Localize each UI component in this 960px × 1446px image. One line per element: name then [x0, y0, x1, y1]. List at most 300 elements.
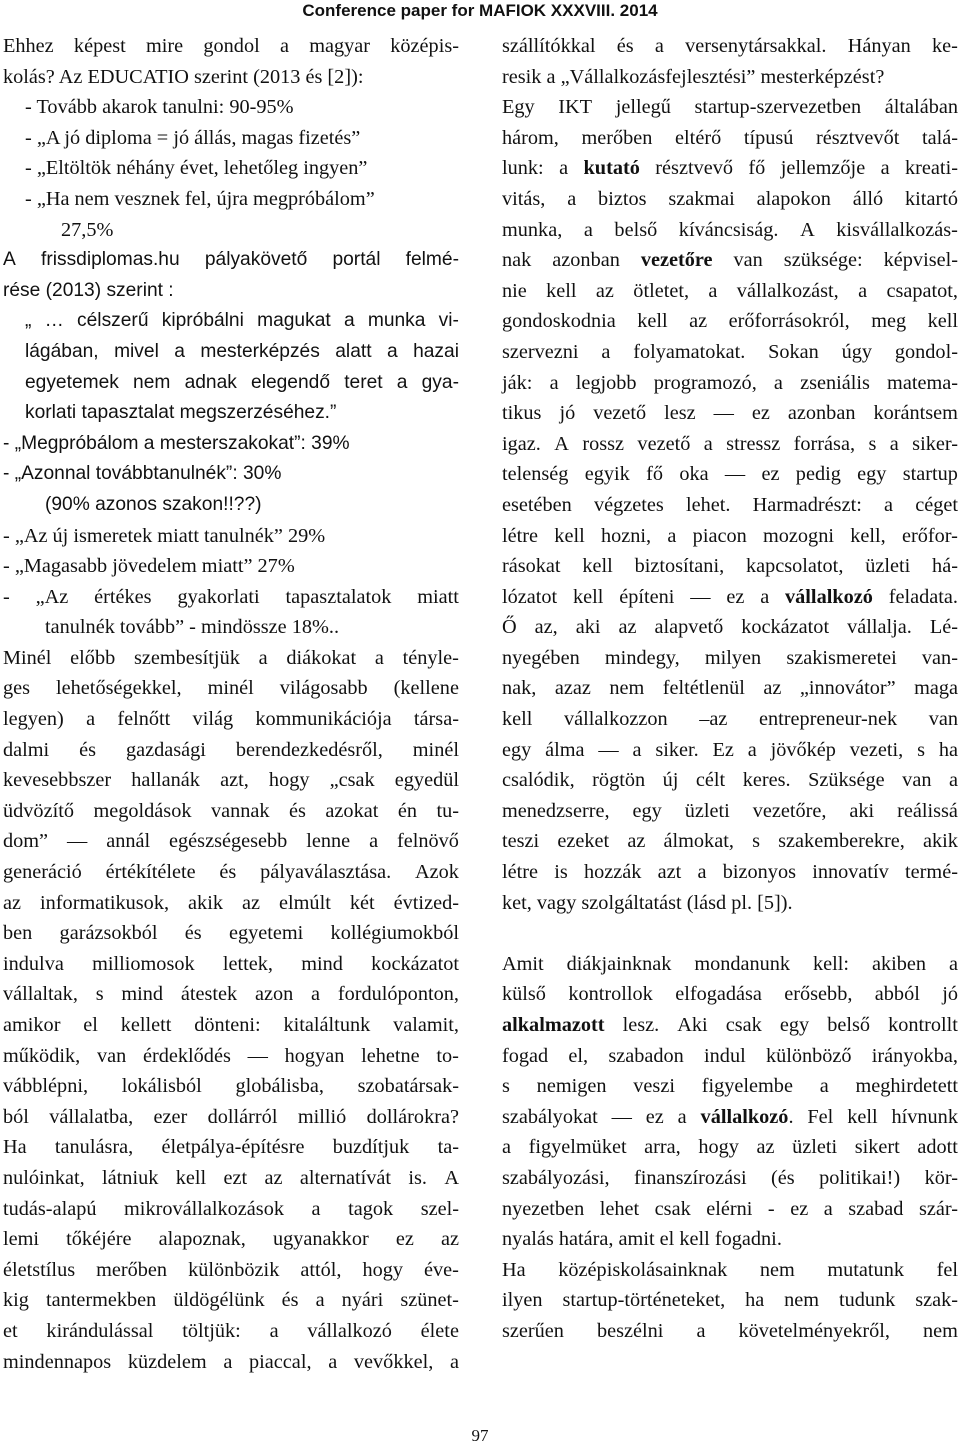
left-word: generáció: [3, 861, 82, 884]
right-word: aki: [849, 799, 875, 822]
left-word: informatikusok,: [40, 891, 170, 914]
right-word: követelményekről,: [738, 1319, 890, 1342]
left-word: lehetőségekkel,: [56, 677, 182, 700]
right-word: indul: [704, 1044, 746, 1067]
left-word: magyar: [309, 35, 371, 57]
right-word: a: [697, 861, 707, 884]
right-word: a: [549, 371, 559, 394]
right-word: s: [752, 830, 760, 853]
right-word: a: [773, 371, 783, 394]
right-word: azonban: [552, 249, 620, 272]
right-word: egy: [632, 799, 662, 822]
right-word: az: [689, 310, 708, 333]
left-text-line: - „Ha nem vesznek fel, újra megpróbálom”: [25, 187, 375, 210]
right-word: is: [554, 861, 568, 884]
left-word: felnőtt: [117, 708, 171, 731]
right-word: korántsem: [873, 402, 958, 425]
left-text-line: korlati tapasztalat megszerzéséhez.”: [25, 402, 337, 424]
left-word: működik,: [3, 1044, 81, 1067]
right-word: s: [502, 1075, 510, 1098]
left-word: vállalkozó: [307, 1319, 392, 1342]
right-text-line: [502, 153, 958, 184]
left-word: küzdelem: [127, 1350, 207, 1373]
left-text-line: [3, 1224, 459, 1255]
left-word: kockázatot: [371, 952, 459, 975]
right-word: üzleti: [792, 1136, 838, 1159]
right-word: sikert: [854, 1136, 900, 1159]
right-word: a: [696, 1319, 706, 1342]
left-text-line: tanulnék tovább” - mindössze 18%..: [45, 616, 340, 639]
right-word: entrepreneur-nek: [758, 708, 898, 731]
right-word: vezeti,: [849, 738, 904, 761]
right-word: rossz: [582, 432, 625, 455]
left-word: gazdasági: [125, 738, 206, 761]
right-word: elfogadása: [675, 983, 762, 1006]
left-word: szel-: [420, 1197, 459, 1220]
left-word: piaccal,: [249, 1350, 312, 1373]
right-word: középiskolásainknak: [558, 1258, 728, 1281]
left-word: dalmi: [3, 738, 50, 761]
left-word: mind: [121, 983, 164, 1006]
right-word: úgy: [841, 340, 873, 363]
left-text-line: [3, 306, 459, 337]
right-word: akik: [923, 830, 958, 853]
right-word: szabadon: [608, 1044, 684, 1067]
right-word: hozzák: [584, 861, 642, 884]
left-word: ugyanakkor: [272, 1228, 369, 1251]
right-word: nemigen: [536, 1075, 607, 1098]
right-text-line: [502, 826, 958, 857]
left-word: élete: [420, 1319, 459, 1342]
left-word: dollárokra?: [366, 1105, 459, 1128]
left-word: berendezkedésről,: [235, 738, 383, 761]
left-word: kell: [175, 1166, 207, 1189]
right-word: vállalkozó: [785, 585, 873, 608]
left-word: mind: [301, 952, 343, 975]
left-text-line: [3, 888, 459, 919]
right-word: bizonyos: [722, 861, 796, 884]
right-word: ha: [938, 738, 958, 761]
left-word: minél: [207, 677, 254, 700]
right-word: szakemberekre,: [778, 830, 905, 853]
right-text-line: [502, 31, 958, 62]
left-word: azon: [254, 983, 294, 1006]
right-word: a: [889, 432, 899, 455]
left-word: a: [223, 1350, 233, 1373]
right-column: [502, 31, 958, 1347]
right-word: (és: [771, 1166, 795, 1189]
right-text-line: [502, 521, 958, 552]
left-text-line: - „Magasabb jövedelem miatt” 27%: [3, 555, 295, 578]
right-word: szabad: [848, 1197, 904, 1220]
right-word: hozni,: [600, 524, 652, 547]
left-word: kig: [3, 1289, 29, 1312]
left-word: hogy: [362, 1258, 404, 1281]
left-word: garázsokból: [59, 922, 158, 945]
right-word: létre: [502, 524, 539, 547]
right-word: —: [724, 463, 746, 486]
right-word: igaz.: [502, 432, 541, 455]
left-word: alapoznak,: [158, 1228, 246, 1251]
left-word: adnak: [184, 371, 237, 393]
right-word: Aki: [677, 1014, 708, 1036]
right-word: elérni: [706, 1197, 753, 1220]
left-word: mikrovállalkozások: [124, 1197, 284, 1220]
right-word: s: [868, 432, 877, 455]
right-word: há-: [932, 555, 958, 578]
left-text-line: [3, 1194, 459, 1225]
left-word: alatt: [335, 340, 372, 362]
right-word: azonban: [787, 402, 856, 425]
left-word: lehetne: [361, 1044, 420, 1067]
right-text-line: [502, 123, 958, 154]
right-word: csapatot,: [886, 279, 958, 302]
right-word: Fel: [807, 1105, 834, 1128]
right-word: arra,: [644, 1136, 681, 1159]
right-word: „innovátor”: [799, 677, 896, 700]
left-word: a: [396, 371, 408, 393]
left-word: a: [369, 830, 379, 853]
right-word: van: [928, 708, 958, 731]
left-word: érdeklődés: [142, 1044, 231, 1067]
right-word: üzleti: [684, 799, 730, 822]
right-word: a: [632, 738, 642, 761]
right-word: szüksége:: [783, 249, 863, 272]
right-word: alapokon: [756, 187, 831, 210]
left-word: Azok: [415, 861, 459, 884]
right-word: ják:: [502, 371, 533, 394]
left-word: üdvözítő: [3, 799, 74, 822]
left-text-line: [3, 245, 459, 276]
left-word: felnövő: [397, 830, 459, 853]
right-word: aki: [575, 616, 601, 639]
right-word: fogad: [502, 1044, 549, 1067]
left-word: munka: [367, 310, 426, 332]
left-word: a: [86, 708, 96, 731]
right-text-line: [502, 1163, 958, 1194]
right-word: vezetőre: [640, 249, 713, 272]
left-word: tudás-alapú: [3, 1197, 97, 1220]
right-word: feladata.: [888, 585, 958, 608]
left-word: a: [328, 1350, 338, 1373]
left-word: gya-: [421, 371, 459, 393]
right-word: meghirdetett: [855, 1075, 958, 1098]
left-word: egyetemi: [228, 922, 304, 945]
right-word: teszi: [502, 830, 540, 853]
right-text-line: [502, 337, 958, 368]
right-word: telenség: [502, 463, 569, 486]
right-text-line: [502, 551, 958, 582]
left-word: életstílus: [3, 1258, 76, 1281]
left-word: hallanák: [131, 769, 200, 792]
right-word: biztosítani,: [634, 555, 725, 578]
right-word: nyezetben: [502, 1197, 585, 1220]
right-word: nie: [502, 279, 527, 302]
right-text-line: resik a „Vállalkozásfejlesztési” mesterképzést?: [502, 65, 885, 88]
left-word: tu-: [436, 799, 459, 822]
left-word: az: [264, 1166, 283, 1189]
right-word: csak: [654, 1197, 691, 1220]
left-word: társa-: [413, 708, 459, 731]
right-word: kell: [573, 585, 604, 608]
left-text-line: [3, 368, 459, 399]
right-word: finanszírozási: [633, 1166, 747, 1189]
right-word: szabályokat: [502, 1105, 598, 1128]
right-word: alkalmazott: [502, 1014, 605, 1036]
right-word: gondol-: [894, 340, 958, 363]
left-word: gyakorlati: [177, 585, 260, 608]
left-word: egészségesebb: [169, 830, 288, 853]
right-word: résztvevőt: [816, 126, 900, 149]
right-word: szervezni: [502, 340, 579, 363]
left-word: (kellene: [393, 677, 459, 700]
right-text-line: [502, 1285, 958, 1316]
right-word: oka: [679, 463, 709, 486]
left-text-line: (90% azonos szakon!!??): [45, 493, 262, 515]
right-word: kell: [546, 279, 577, 302]
left-word: valamit,: [393, 1014, 459, 1036]
left-word: Ehhez: [3, 35, 54, 57]
right-text-line: [502, 276, 958, 307]
left-word: nyári: [341, 1289, 384, 1312]
left-word: és: [281, 1289, 299, 1312]
right-word: kell:: [813, 952, 850, 975]
left-word: nulóinkat,: [3, 1166, 85, 1189]
left-word: mire: [145, 35, 184, 57]
left-word: a: [269, 1319, 279, 1342]
left-word: merőben: [96, 1258, 168, 1281]
left-word: a: [279, 35, 289, 57]
left-word: a: [386, 340, 398, 362]
right-text-line: [502, 459, 958, 490]
left-word: et: [3, 1319, 18, 1342]
right-word: startup-szervezetben: [694, 96, 862, 119]
right-word: kontrollt: [888, 1014, 958, 1036]
right-word: jellemzője: [780, 157, 866, 180]
left-word: a: [311, 983, 321, 1006]
left-text-line: [3, 1285, 459, 1316]
left-word: elmúlt: [279, 891, 331, 914]
left-word: millió: [297, 1105, 347, 1128]
right-word: az: [627, 830, 646, 853]
left-word: a: [315, 1289, 325, 1312]
right-word: kell: [582, 555, 613, 578]
right-word: feltétlenül: [662, 677, 745, 700]
left-word: kevesebbszer: [3, 769, 112, 792]
right-text-line: ket, vagy szolgáltatást (lásd pl. [5]).: [502, 891, 793, 914]
right-word: menedzserre,: [502, 799, 610, 822]
right-word: adott: [917, 1136, 958, 1159]
left-word: ezer: [153, 1105, 188, 1128]
left-word: lemi: [3, 1228, 40, 1251]
right-word: ez: [726, 585, 745, 608]
right-word: versenytársakkal.: [685, 35, 827, 57]
right-word: akiben: [871, 952, 927, 975]
left-word: —: [66, 830, 88, 853]
right-word: kell: [637, 310, 668, 333]
right-word: Sokan: [768, 340, 819, 363]
right-word: beszélni: [596, 1319, 664, 1342]
right-word: ilyen: [502, 1289, 543, 1312]
left-word: látniuk: [102, 1166, 159, 1189]
left-word: kipróbálni: [161, 310, 244, 332]
right-word: hívnunk: [891, 1105, 958, 1128]
right-word: a: [823, 1197, 833, 1220]
left-word: globálisba,: [235, 1075, 324, 1098]
right-word: kitartó: [905, 187, 958, 210]
left-word: üldögélünk: [173, 1289, 265, 1312]
right-text-line: [502, 857, 958, 888]
right-text-line: [502, 1132, 958, 1163]
left-word: -: [3, 585, 10, 608]
right-word: jó: [942, 983, 958, 1006]
right-word: lesz: [664, 402, 696, 425]
right-word: vitás,: [502, 187, 546, 210]
right-word: ez: [790, 1197, 809, 1220]
left-word: a: [449, 1350, 459, 1373]
right-text-line: [502, 398, 958, 429]
left-word: értékítélete: [105, 861, 196, 884]
left-word: szembesítjük: [133, 646, 240, 669]
left-word: indulva: [3, 952, 64, 975]
left-word: képest: [73, 35, 126, 57]
left-word: életpálya-építésre: [161, 1136, 305, 1159]
left-word: magukat: [257, 310, 331, 332]
page-number: 97: [471, 1426, 489, 1445]
right-text-line: [502, 1010, 958, 1041]
right-word: az: [756, 1136, 775, 1159]
right-text-line: [502, 735, 958, 766]
right-word: az: [763, 677, 782, 700]
left-word: pályaválasztása.: [260, 861, 392, 884]
right-word: legjobb: [575, 371, 637, 394]
left-word: a: [343, 310, 355, 332]
left-text-line: [3, 796, 459, 827]
right-word: Szüksége: [808, 769, 885, 792]
right-word: figyelmüket: [528, 1136, 627, 1159]
left-text-line: - „Azonnal továbbtanulnék”: 30%: [3, 463, 282, 485]
left-word: ta-: [437, 1136, 459, 1159]
right-word: eltérő: [675, 126, 722, 149]
left-word: A: [444, 1166, 459, 1189]
left-text-line: [3, 1010, 459, 1041]
left-text-line: - „Megpróbálom a mesterszakokat”: 39%: [3, 432, 350, 454]
right-text-line: [502, 643, 958, 674]
left-word: az: [3, 891, 22, 914]
right-word: rögtön: [592, 769, 646, 792]
right-word: Hányan: [847, 35, 911, 57]
left-word: szünet-: [400, 1289, 459, 1312]
right-text-line: [502, 1255, 958, 1286]
right-word: kell: [502, 708, 533, 731]
right-word: van: [733, 249, 763, 272]
right-word: A: [554, 432, 569, 455]
left-word: az: [241, 891, 260, 914]
left-word: kitaláltunk: [283, 1014, 371, 1036]
right-word: kutató: [583, 157, 640, 180]
right-word: abból: [874, 983, 920, 1006]
right-word: forrása,: [793, 432, 856, 455]
left-word: alternatívát: [299, 1166, 392, 1189]
right-text-line: [502, 306, 958, 337]
conference-header: Conference paper for MAFIOK XXXVIII. 2014: [302, 1, 658, 20]
left-text-line: [3, 1132, 459, 1163]
right-word: azt: [657, 861, 682, 884]
left-text-line: - „Eltöltök néhány évet, lehetőleg ingyen”: [25, 157, 368, 180]
left-text-line: [3, 337, 459, 368]
right-word: kreati-: [905, 157, 958, 180]
right-word: azaz: [554, 677, 591, 700]
left-word: hogy: [268, 769, 310, 792]
right-word: egy: [502, 738, 532, 761]
left-word: dönteni:: [194, 1014, 261, 1036]
right-text-line: [502, 765, 958, 796]
right-text-line: [502, 979, 958, 1010]
right-word: kör-: [924, 1166, 958, 1189]
right-word: álma: [545, 738, 585, 761]
left-text-line: [3, 31, 459, 62]
left-word: to-: [436, 1044, 459, 1067]
right-word: diákjainknak: [566, 952, 672, 975]
left-word: dom”: [3, 830, 49, 853]
left-word: középis-: [390, 35, 459, 57]
left-word: célszerű: [77, 310, 149, 332]
right-word: mozogni: [763, 524, 834, 547]
left-word: is.: [408, 1166, 427, 1189]
right-word: ezeket: [557, 830, 610, 853]
right-text-line: [502, 612, 958, 643]
left-word: ból: [3, 1105, 29, 1128]
left-word: „csak: [329, 769, 375, 792]
left-word: tényle-: [402, 646, 459, 669]
right-word: siker.: [655, 738, 699, 761]
right-word: a: [760, 585, 770, 608]
left-word: a: [374, 646, 384, 669]
right-word: típusú: [743, 126, 794, 149]
right-word: a: [667, 524, 677, 547]
right-word: vezető: [593, 402, 647, 425]
right-word: talá-: [921, 126, 958, 149]
left-text-line: [3, 735, 459, 766]
left-text-line: - „A jó diploma = jó állás, magas fizetés”: [25, 126, 361, 149]
right-word: üzleti: [865, 555, 911, 578]
right-word: ke-: [932, 35, 958, 57]
left-text-line: kolás? Az EDUCATIO szerint (2013 és [2]):: [3, 65, 364, 88]
right-word: zseniális: [800, 371, 870, 394]
left-word: egyetemek: [25, 371, 119, 393]
right-word: álmokat,: [663, 830, 734, 853]
left-word: ben: [3, 922, 33, 945]
right-word: Amit: [502, 952, 544, 975]
right-text-line: [502, 949, 958, 980]
right-word: a: [747, 738, 757, 761]
left-word: évtized-: [393, 891, 459, 914]
left-word: és: [289, 799, 306, 822]
right-word: mindegy,: [604, 646, 680, 669]
right-text-line: [502, 1316, 958, 1347]
right-word: termé-: [905, 861, 958, 884]
left-text-line: [3, 918, 459, 949]
right-word: el,: [568, 1044, 589, 1067]
left-word: vállaltak,: [3, 983, 78, 1006]
right-word: fő: [748, 157, 766, 180]
right-word: álló: [852, 187, 884, 210]
left-word: milliomosok: [92, 952, 195, 975]
right-word: lunk:: [502, 157, 544, 180]
left-word: kollégiumokból: [330, 922, 459, 945]
left-word: attól,: [300, 1258, 342, 1281]
right-word: erőforrásokról,: [728, 310, 850, 333]
